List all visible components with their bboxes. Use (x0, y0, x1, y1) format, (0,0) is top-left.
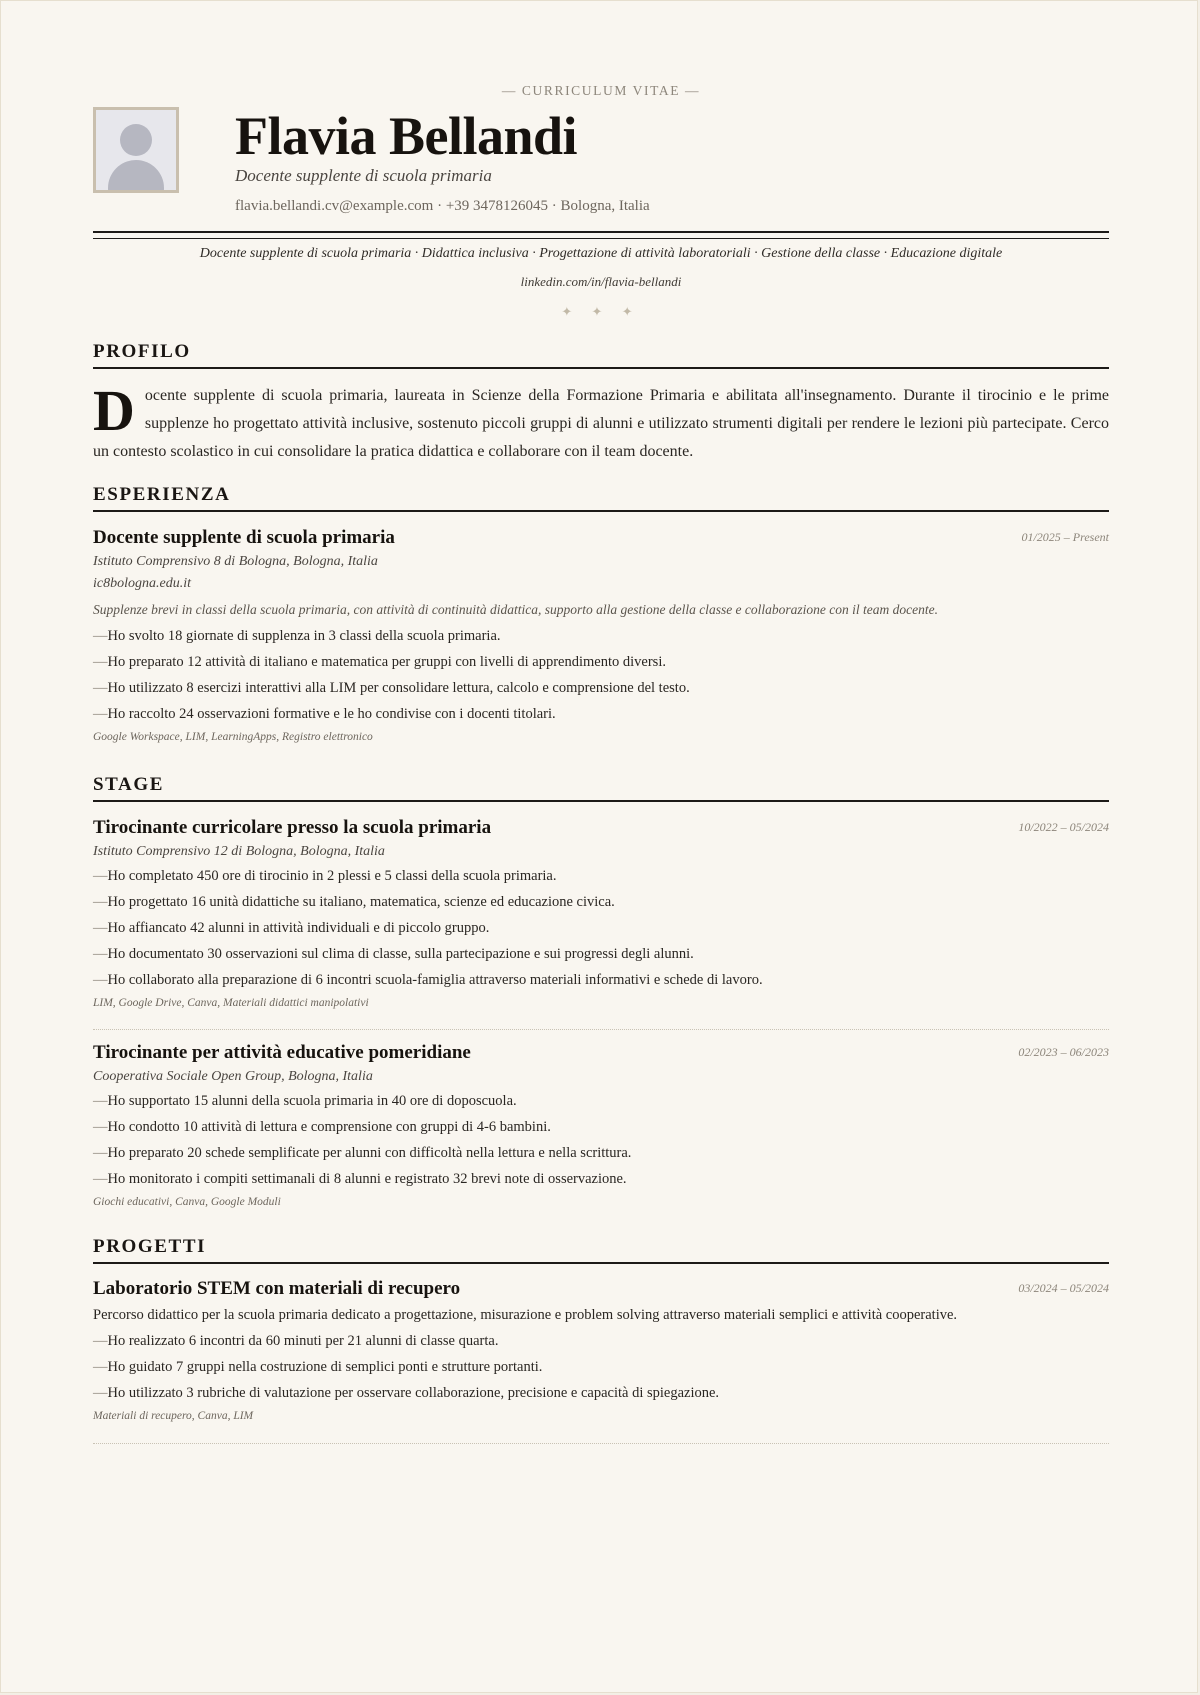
list-item: — Ho completato 450 ore di tirocinio in 2 plessi e 5 classi della scuola primaria. (93, 863, 1109, 889)
contact-line: flavia.bellandi.cv@example.com · +39 3478126045 · Bologna, Italia (235, 198, 650, 214)
linkedin-link[interactable]: linkedin.com/in/flavia-bellandi (520, 274, 682, 289)
avatar-head-shape (120, 124, 152, 156)
entry-organization: Cooperativa Sociale Open Group, Bologna, Italia (93, 1069, 373, 1084)
section-title-projects: PROGETTI (93, 1236, 1109, 1264)
entry-divider (93, 1029, 1109, 1030)
entry-title: Tirocinante curricolare presso la scuola primaria (93, 817, 492, 838)
project-entry (93, 1277, 1109, 1426)
list-item: — Ho preparato 12 attività di italiano e matematica per gruppi con livelli di apprendimento diversi. (93, 649, 1109, 675)
list-item: — Ho realizzato 6 incontri da 60 minuti per 21 alunni di classe quarta. (93, 1328, 1109, 1354)
experience-entry (93, 526, 1109, 747)
header-divider (93, 231, 1109, 239)
entry-tools: Materiali di recupero, Canva, LIM (93, 1410, 254, 1422)
list-item: — Ho progettato 16 unità didattiche su italiano, matematica, scienze ed educazione civica. (93, 889, 1109, 915)
list-item: — Ho preparato 20 schede semplificate per alunni con difficoltà nella lettura e nella scrittura. (93, 1140, 1109, 1166)
profile-text (93, 378, 1109, 466)
candidate-title: Docente supplente di scuola primaria (235, 166, 492, 185)
entry-organization: Istituto Comprensivo 12 di Bologna, Bologna, Italia (93, 844, 385, 859)
entry-website-link[interactable]: ic8bologna.edu.it (93, 576, 191, 591)
entry-date: 10/2022 – 05/2024 (1018, 820, 1109, 834)
avatar-body-shape (108, 160, 164, 193)
entry-bullets (93, 1088, 1109, 1192)
entry-date: 02/2023 – 06/2023 (1018, 1045, 1109, 1059)
entry-title: Laboratorio STEM con materiali di recupero (93, 1278, 461, 1299)
internship-entry (93, 1041, 1109, 1212)
profile-dropcap: D (93, 378, 135, 443)
section-title-experience: ESPERIENZA (93, 484, 1109, 512)
profile-body: ocente supplente di scuola primaria, laureata in Scienze della Formazione Primaria e abilitata all'insegnamento. Durante il tirocinio e le prime supplenze ho progettato attività inclusive, sostenuto piccoli gruppi di alunni e utilizzato strumenti digitali per rendere le lezioni più partecipate. Cerco un contesto scolastico in cui consolidare la pratica didattica e collaborare con il team docente. (93, 387, 1109, 460)
entry-title: Docente supplente di scuola primaria (93, 527, 395, 548)
list-item: — Ho svolto 18 giornate di supplenza in 3 classi della scuola primaria. (93, 623, 1109, 649)
list-item: — Ho collaborato alla preparazione di 6 incontri scuola-famiglia attraverso materiali informativi e schede di lavoro. (93, 967, 1109, 993)
avatar-placeholder-icon (93, 107, 179, 193)
list-item: — Ho utilizzato 3 rubriche di valutazione per osservare collaborazione, precisione e capacità di spiegazione. (93, 1380, 1109, 1406)
entry-divider (93, 1443, 1109, 1444)
entry-tools: Google Workspace, LIM, LearningApps, Registro elettronico (93, 731, 373, 743)
entry-date: 03/2024 – 05/2024 (1018, 1281, 1109, 1295)
internship-entry (93, 816, 1109, 1013)
section-title-profile: PROFILO (93, 341, 1109, 369)
entry-description: Percorso didattico per la scuola primaria dedicato a progettazione, misurazione e problem solving attraverso materiali semplici e attività cooperative. (93, 1307, 958, 1323)
list-item: — Ho utilizzato 8 esercizi interattivi alla LIM per consolidare lettura, calcolo e comprensione del testo. (93, 675, 1109, 701)
entry-bullets (93, 863, 1109, 993)
entry-summary: Supplenze brevi in classi della scuola primaria, con attività di continuità didattica, supporto alla gestione della classe e collaborazione con il team docente. (93, 602, 939, 617)
list-item: — Ho documentato 30 osservazioni sul clima di classe, sulla partecipazione e sui progressi degli alunni. (93, 941, 1109, 967)
entry-date: 01/2025 – Present (1021, 530, 1109, 544)
entry-title: Tirocinante per attività educative pomeridiane (93, 1042, 471, 1063)
list-item: — Ho monitorato i compiti settimanali di 8 alunni e registrato 32 brevi note di osservazione. (93, 1166, 1109, 1192)
list-item: — Ho raccolto 24 osservazioni formative e le ho condivise con i docenti titolari. (93, 701, 1109, 727)
document-eyebrow: — CURRICULUM VITAE — (501, 83, 701, 98)
section-title-internships: STAGE (93, 774, 1109, 802)
list-item: — Ho guidato 7 gruppi nella costruzione di semplici ponti e strutture portanti. (93, 1354, 1109, 1380)
ornament-divider: ✦ ✦ ✦ (561, 304, 641, 319)
list-item: — Ho affiancato 42 alunni in attività individuali e di piccolo gruppo. (93, 915, 1109, 941)
list-item: — Ho supportato 15 alunni della scuola primaria in 40 ore di doposcuola. (93, 1088, 1109, 1114)
skills-summary: Docente supplente di scuola primaria · Didattica inclusiva · Progettazione di attività laboratoriali · Gestione della classe · Educazione digitale (199, 246, 1003, 261)
entry-tools: LIM, Google Drive, Canva, Materiali didattici manipolativi (93, 997, 369, 1009)
list-item: — Ho condotto 10 attività di lettura e comprensione con gruppi di 4-6 bambini. (93, 1114, 1109, 1140)
entry-organization: Istituto Comprensivo 8 di Bologna, Bologna, Italia (93, 554, 378, 569)
candidate-name: Flavia Bellandi (235, 106, 578, 166)
entry-bullets (93, 1328, 1109, 1406)
entry-tools: Giochi educativi, Canva, Google Moduli (93, 1196, 281, 1208)
entry-bullets (93, 623, 1109, 727)
